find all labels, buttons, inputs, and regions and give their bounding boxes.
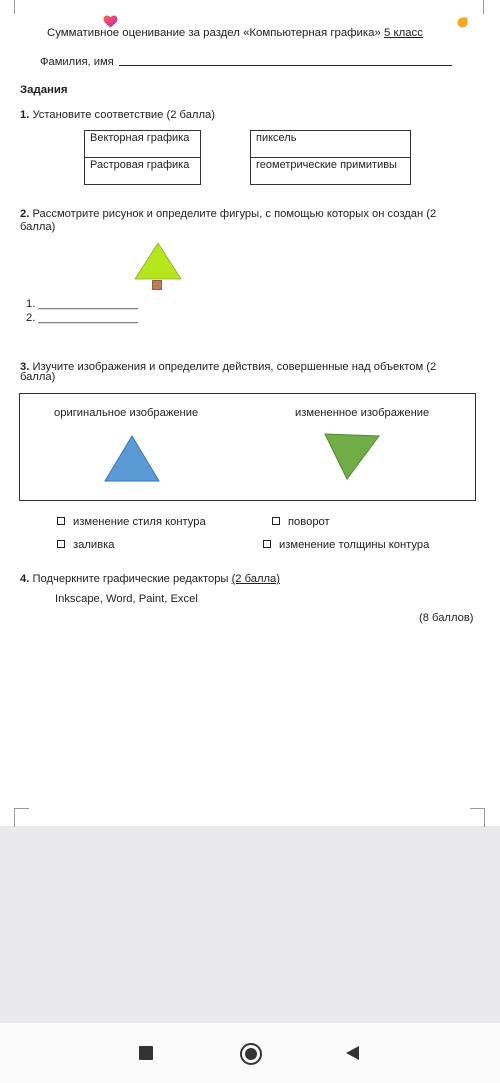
crop-mark-bottom-right [470,808,485,827]
task4-number: 4. [20,573,30,585]
task4-points: (2 балла) [231,573,281,585]
task4-prompt [20,573,280,585]
total-points: (8 баллов) [419,612,474,624]
crop-mark-top-right [483,0,484,14]
option-label-fill: заливка [73,539,115,551]
match-right-item-1: пиксель [251,131,410,158]
task3-image-frame [19,393,476,501]
bookmark-icon[interactable] [457,17,468,28]
crop-mark-bottom-left [14,808,29,827]
match-table-right [250,130,411,185]
name-label: Фамилия, имя [40,56,114,68]
title-text: Суммативное оценивание за раздел «Компьютерная графика» [47,27,381,39]
task2-answer-2: 2. ________________ [26,312,138,324]
task4-text: Подчеркните графические редакторы [32,573,229,585]
match-left-item-2: Растровая графика [90,159,190,171]
changed-triangle [323,432,381,482]
task1-prompt [20,109,215,121]
match-right-item-2: геометрические примитивы [256,159,397,171]
match-table-left [84,130,201,185]
tree-figure [133,242,183,291]
task3-prompt [20,362,436,382]
changed-image-label: измененное изображение [295,407,430,419]
task1-text: Установите соответствие (2 балла) [32,109,215,121]
option-checkbox-fill[interactable] [57,540,65,548]
task3-text-line1: Изучите изображения и определите действия, совершенные над объектом (2 [32,361,437,373]
crop-mark-top-left [14,0,15,14]
option-checkbox-rotation[interactable] [272,517,280,525]
task2-answer-1: 1. ________________ [26,298,138,310]
tree-trunk [153,281,162,290]
navigation-bar [0,1023,500,1083]
grade-text: 5 класс [383,27,423,39]
task2-text-line1: Рассмотрите рисунок и определите фигуры, с помощью которых он создан (2 [32,208,437,220]
document-title [47,27,423,39]
tree-triangle [135,243,181,279]
option-label-contour-thickness: изменение толщины контура [279,539,430,551]
recent-apps-icon[interactable] [139,1046,153,1060]
back-icon[interactable] [344,1045,360,1061]
option-checkbox-contour-thickness[interactable] [263,540,271,548]
task2-text-line2: балла) [20,221,56,233]
task2-number: 2. [20,208,30,220]
option-checkbox-contour-style[interactable] [57,517,65,525]
task3-text-line2: балла) [20,371,56,383]
original-triangle [102,434,162,484]
task4-editors-list: Inkscape, Word, Paint, Excel [55,593,198,605]
task1-number: 1. [20,109,30,121]
name-line [119,65,452,66]
task3-number: 3. [20,361,30,373]
match-left-item-1: Векторная графика [85,131,200,158]
original-image-label: оригинальное изображение [54,407,199,419]
task2-prompt [20,208,436,234]
tasks-heading: Задания [20,84,68,96]
option-label-contour-style: изменение стиля контура [73,516,206,528]
option-label-rotation: поворот [288,516,330,528]
home-icon[interactable] [239,1042,263,1066]
